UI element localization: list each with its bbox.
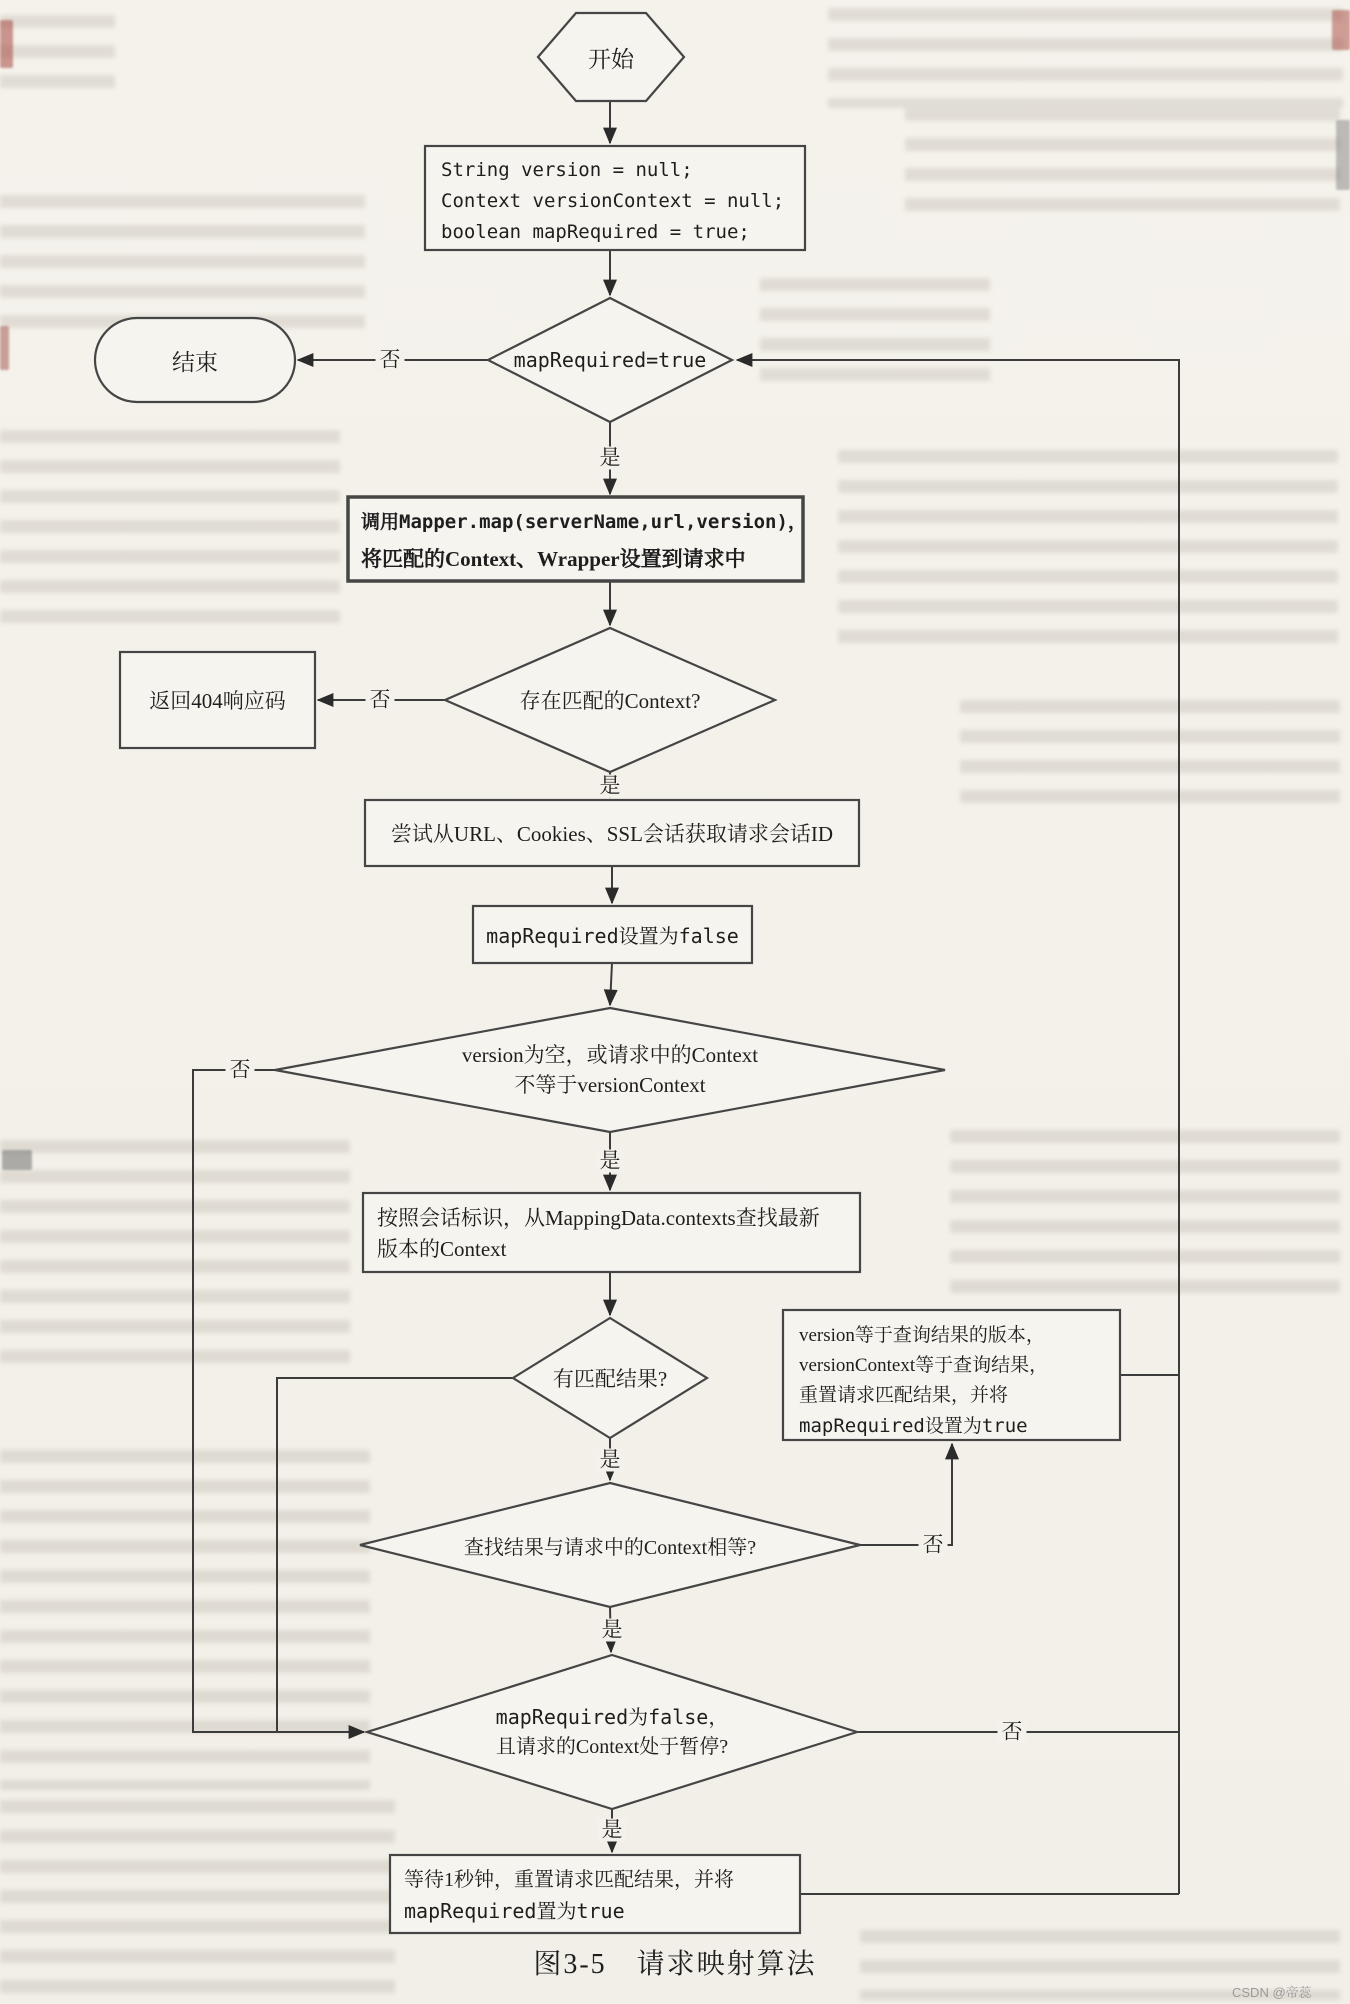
edge-label-no: 否 bbox=[366, 689, 395, 712]
edge-label-no: 否 bbox=[226, 1059, 255, 1082]
resp-404-label: 返回404响应码 bbox=[149, 689, 286, 713]
lookup-line: 按照会话标识，从MappingData.contexts查找最新 bbox=[377, 1206, 820, 1230]
edge-label-no: 否 bbox=[919, 1534, 948, 1557]
watermark: CSDN @帝蕊 bbox=[1232, 1985, 1312, 2000]
check-map-required-label: mapRequired=true bbox=[513, 348, 707, 372]
check-version-line: 不等于versionContext bbox=[514, 1073, 706, 1097]
check-version-text bbox=[330, 1010, 890, 1130]
wait-retry-text bbox=[404, 1865, 734, 1927]
code-line: String version = null; bbox=[441, 159, 693, 181]
wait-retry-line: mapRequired置为true bbox=[404, 1899, 625, 1923]
check-paused-line: 且请求的Context处于暂停? bbox=[495, 1736, 729, 1758]
edge-label-yes: 是 bbox=[596, 1150, 625, 1173]
set-version-line: 重置请求匹配结果，并将 bbox=[799, 1385, 1009, 1406]
set-version-text bbox=[799, 1321, 1048, 1441]
edge-label-yes: 是 bbox=[596, 775, 625, 798]
get-session-label: 尝试从URL、Cookies、SSL会话获取请求会话ID bbox=[390, 822, 834, 846]
lookup-line: 版本的Context bbox=[377, 1237, 507, 1261]
check-context-label: 存在匹配的Context? bbox=[519, 689, 701, 713]
edge-version-no-to-check-paused bbox=[193, 1070, 364, 1732]
call-mapper-text bbox=[361, 504, 807, 578]
call-mapper-line: 将匹配的Context、Wrapper设置到请求中 bbox=[361, 547, 746, 571]
edge-equal-no-to-set-version bbox=[860, 1444, 952, 1545]
wait-retry-line: 等待1秒钟，重置请求匹配结果，并将 bbox=[404, 1869, 734, 1891]
edge-label-no: 否 bbox=[376, 349, 405, 372]
edge-label-yes: 是 bbox=[598, 1819, 627, 1842]
edge-label-yes: 是 bbox=[598, 1619, 627, 1642]
check-version-line: version为空，或请求中的Context bbox=[461, 1043, 759, 1067]
set-version-line: versionContext等于查询结果， bbox=[799, 1355, 1049, 1376]
lookup-context-text bbox=[377, 1203, 820, 1265]
check-paused-line: mapRequired为false， bbox=[495, 1705, 729, 1729]
check-equal-label: 查找结果与请求中的Context相等? bbox=[463, 1536, 757, 1559]
code-line: boolean mapRequired = true; bbox=[441, 221, 750, 243]
code-line: Context versionContext = null; bbox=[441, 190, 785, 212]
edge-label-yes: 是 bbox=[596, 447, 625, 470]
start-label: 开始 bbox=[588, 46, 634, 72]
figure-caption: 图3-5 请求映射算法 bbox=[533, 1949, 817, 1980]
init-vars-code bbox=[441, 155, 784, 248]
check-paused-text bbox=[430, 1660, 794, 1804]
set-version-line: version等于查询结果的版本， bbox=[799, 1325, 1045, 1346]
end-label: 结束 bbox=[172, 349, 218, 375]
edge-label-no: 否 bbox=[998, 1721, 1027, 1744]
call-mapper-line: 调用Mapper.map(serverName,url,version)， bbox=[361, 511, 807, 533]
edge-set-map-false-to-check-version bbox=[610, 963, 612, 1005]
check-match-label: 有匹配结果? bbox=[552, 1367, 668, 1391]
edge-label-yes: 是 bbox=[596, 1449, 625, 1472]
set-version-line: mapRequired设置为true bbox=[799, 1415, 1028, 1437]
set-map-false-label: mapRequired设置为false bbox=[486, 924, 739, 948]
